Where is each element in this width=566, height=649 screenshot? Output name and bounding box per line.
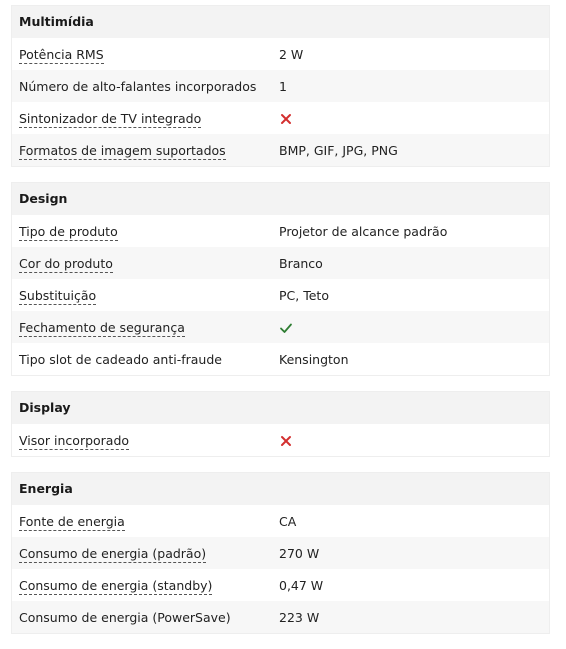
spec-row — [12, 247, 549, 279]
section-display — [11, 391, 550, 457]
cross-icon — [279, 434, 293, 448]
spec-value: CA — [279, 513, 297, 529]
spec-label-potencia-rms[interactable] — [12, 47, 279, 62]
spec-label-text[interactable]: Potência RMS — [19, 46, 104, 62]
cross-icon — [279, 112, 293, 126]
spec-label-text[interactable]: Sintonizador de TV integrado — [19, 110, 202, 126]
spec-value: BMP, GIF, JPG, PNG — [279, 142, 398, 158]
spec-row — [12, 601, 549, 633]
spec-row — [12, 134, 549, 166]
spec-row — [12, 343, 549, 375]
spec-row — [12, 424, 549, 456]
spec-value — [279, 432, 549, 448]
spec-label-text: Tipo slot de cadeado anti-fraude — [19, 351, 222, 367]
section-title: Energia — [12, 473, 549, 505]
spec-label-text[interactable]: Consumo de energia (standby) — [19, 577, 213, 593]
section-title: Display — [12, 392, 549, 424]
spec-row — [12, 215, 549, 247]
spec-label-fechamento-de-seguranca[interactable] — [12, 320, 279, 335]
section-title: Multimídia — [12, 6, 549, 38]
spec-value: PC, Teto — [279, 287, 329, 303]
spec-value — [279, 110, 549, 126]
spec-label-text[interactable]: Visor incorporado — [19, 432, 130, 448]
spec-label-numero-de-alto-falantes-incorporados — [12, 79, 279, 94]
spec-label-text[interactable]: Substituição — [19, 287, 97, 303]
spec-label-consumo-de-energia-standby[interactable] — [12, 578, 279, 593]
spec-value: 1 — [279, 78, 287, 94]
spec-label-text: Consumo de energia (PowerSave) — [19, 609, 231, 625]
section-multimidia — [11, 5, 550, 167]
check-icon — [279, 321, 293, 335]
spec-label-text: Número de alto-falantes incorporados — [19, 78, 257, 94]
spec-label-text[interactable]: Tipo de produto — [19, 223, 118, 239]
spec-label-cor-do-produto[interactable] — [12, 256, 279, 271]
spec-label-fonte-de-energia[interactable] — [12, 514, 279, 529]
spec-row — [12, 38, 549, 70]
spec-row — [12, 70, 549, 102]
spec-label-text[interactable]: Cor do produto — [19, 255, 113, 271]
spec-label-substituicao[interactable] — [12, 288, 279, 303]
spec-label-consumo-de-energia-powersave — [12, 610, 279, 625]
spec-value: 223 W — [279, 609, 320, 625]
spec-sheet — [11, 5, 550, 649]
spec-row — [12, 569, 549, 601]
spec-label-formatos-de-imagem-suportados[interactable] — [12, 143, 279, 158]
spec-row — [12, 102, 549, 134]
spec-label-text[interactable]: Formatos de imagem suportados — [19, 142, 226, 158]
section-design — [11, 182, 550, 376]
spec-label-sintonizador-de-tv-integrado[interactable] — [12, 111, 279, 126]
spec-row — [12, 505, 549, 537]
spec-label-tipo-slot-de-cadeado-anti-fraude — [12, 352, 279, 367]
section-title: Design — [12, 183, 549, 215]
spec-row — [12, 311, 549, 343]
spec-label-visor-incorporado[interactable] — [12, 433, 279, 448]
spec-label-text[interactable]: Consumo de energia (padrão) — [19, 545, 207, 561]
spec-row — [12, 537, 549, 569]
spec-row — [12, 279, 549, 311]
spec-label-tipo-de-produto[interactable] — [12, 224, 279, 239]
spec-label-text[interactable]: Fechamento de segurança — [19, 319, 185, 335]
spec-label-consumo-de-energia-padrao[interactable] — [12, 546, 279, 561]
spec-label-text[interactable]: Fonte de energia — [19, 513, 125, 529]
spec-value — [279, 319, 549, 335]
spec-value: 2 W — [279, 46, 304, 62]
spec-value: Branco — [279, 255, 323, 271]
spec-value: Kensington — [279, 351, 349, 367]
spec-value: 0,47 W — [279, 577, 324, 593]
section-energia — [11, 472, 550, 634]
spec-value: 270 W — [279, 545, 320, 561]
spec-value: Projetor de alcance padrão — [279, 223, 448, 239]
